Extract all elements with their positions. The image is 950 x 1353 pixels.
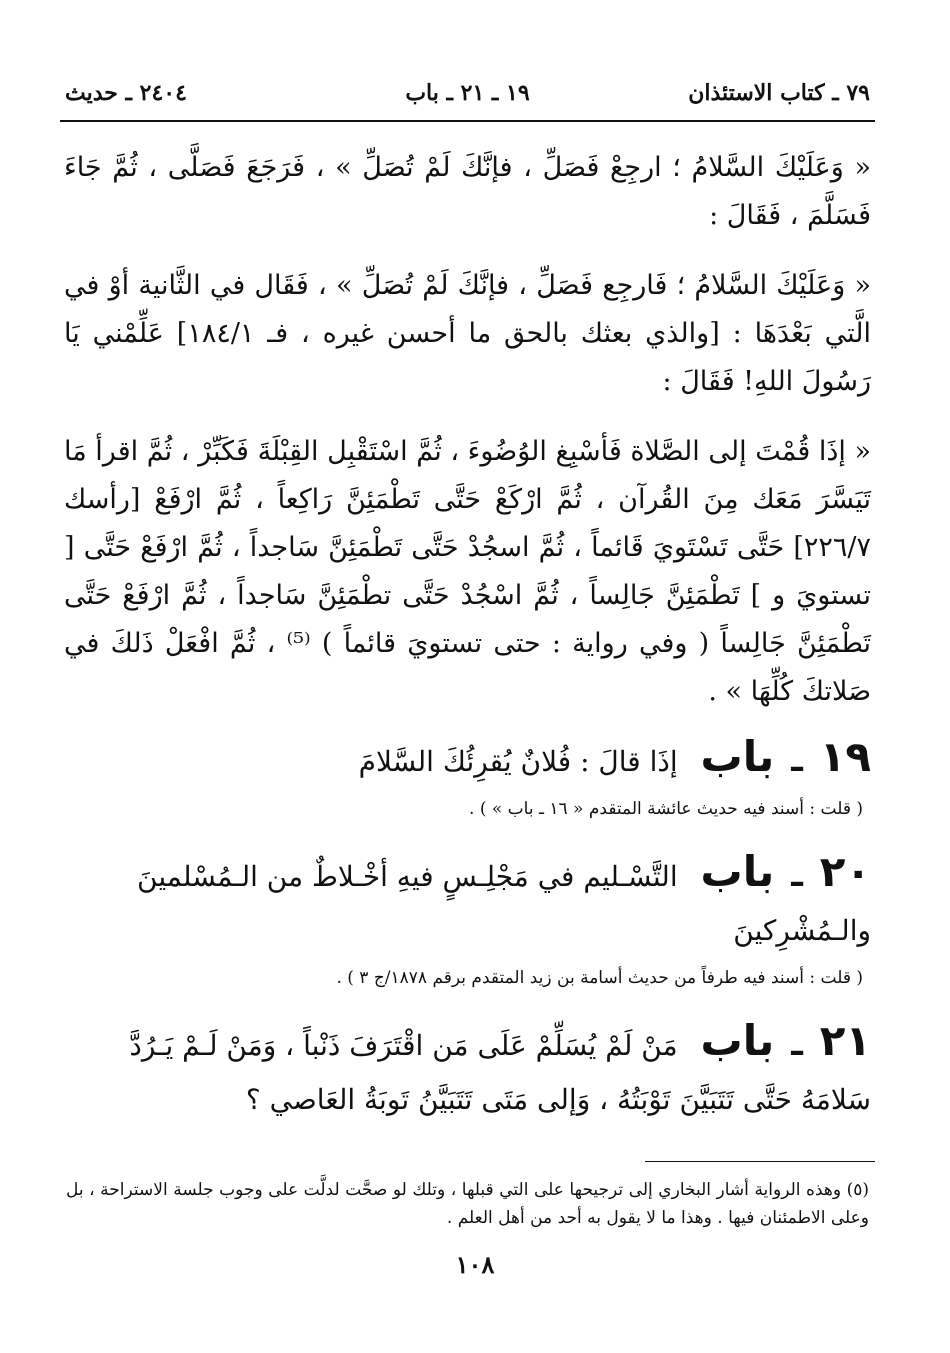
header-rule xyxy=(60,120,875,122)
chapter-title: إذَا قالَ : فُلانٌ يُقرِئُكَ السَّلامَ xyxy=(358,745,678,778)
book-page xyxy=(60,70,875,1249)
hadith-paragraph-3: « إذَا قُمْتَ إلى الصَّلاة فَأسْبِغ الوُضُوءَ ، ثُمَّ اسْتَقْبِل القِبْلَةَ فَكَبِّرْ ، ثُمَّ اقرأ مَا تَيَسَّرَ مَعَك مِنَ القُرآن ، ثُمَّ ارْكَعْ حَتَّى تَطْمَئِنَّ رَاكِعاً ، ثُمَّ ارْفَعْ [رأسك ٢٢٦/٧] حَتَّى تَسْتَويَ قَائماً ، ثُمَّ اسجُدْ حَتَّى تَطْمَئِنَّ سَاجداً ، ثُمَّ ارْفَعْ حَتَّى [ تستويَ و ] تَطْمَئِنَّ جَالِساً ، ثُمَّ اسْجُدْ حَتَّى تطْمَئِنَّ سَاجداً ، ثُمَّ ارْفَعْ حَتَّى تَطْمَئِنَّ جَالِساً ( وفي رواية : حتى تستويَ قائماً ) ⁽⁵⁾ ، ثُمَّ افْعَلْ ذَلكَ في صَلاتكَ كُلِّهَا » . xyxy=(64,436,871,707)
footnote: (٥) وهذه الرواية أشار البخاري إلى ترجيحها على التي قبلها ، وتلك لو صحَّت لدلَّت على وجوب جلسة الاستراحة ، بل وعلى الاطمئنان فيها . وهذا ما لا يقول به أحد من أهل العلم . xyxy=(66,1180,869,1228)
chapter-19-heading xyxy=(60,730,875,789)
chapter-21-heading xyxy=(60,1014,875,1127)
chapter-title: مَنْ لَمْ يُسَلِّمْ عَلَى مَن اقْتَرَفَ ذَنْباً ، وَمَنْ لَـمْ يَـرُدَّ سَلامَهُ حَتَّى تَتَبَيَّنَ تَوْبَتُهُ ، وَإلى مَتَى تَتَبَيَّنُ تَوبَةُ العَاصي ؟ xyxy=(129,1029,871,1116)
running-head-hadith: ٢٤٠٤ ـ حديث xyxy=(65,80,187,106)
chapter-20-heading xyxy=(60,845,875,958)
chapter-number: ٢١ xyxy=(819,1016,871,1065)
chapter-dash: ـ xyxy=(791,1024,803,1064)
hadith-paragraph-2: « وَعَلَيْكَ السَّلامُ ؛ فَارجِع فَصَلِّ ، فإنَّكَ لَمْ تُصَلِّ » ، فَقَال في الثَّانية أوْ في الَّتي بَعْدَهَا : [والذي بعثك بالحق ما أحسن غيره ، فـ ١٨٤/١] عَلِّمْني يَا رَسُولَ اللهِ! فَقَالَ : xyxy=(64,270,871,397)
chapter-number: ١٩ xyxy=(819,732,871,781)
running-head xyxy=(60,70,875,110)
footnote-rule xyxy=(645,1161,875,1162)
chapter-word: باب xyxy=(700,847,775,896)
chapter-dash: ـ xyxy=(791,740,803,780)
chapter-title: التَّسْـليم في مَجْلِـسٍ فيهِ أخْـلاطٌ من الـمُسْلمينَ والـمُشْرِكينَ xyxy=(137,860,871,947)
running-head-chapters: ١٩ ـ ٢١ ـ باب xyxy=(405,80,530,106)
chapter-word: باب xyxy=(700,1016,775,1065)
hadith-paragraph-1: « وَعَلَيْكَ السَّلامُ ؛ ارجِعْ فَصَلِّ ، فإنَّكَ لَمْ تُصَلِّ » ، فَرَجَعَ فَصَلَّى ، ثُمَّ جَاءَ فَسَلَّمَ ، فَقَالَ : xyxy=(64,152,871,231)
chapter-19-note: ( قلت : أسند فيه حديث عائشة المتقدم « ١٦ ـ باب » ) . xyxy=(469,799,863,819)
chapter-number: ٢٠ xyxy=(819,847,871,896)
chapter-20-note: ( قلت : أسند فيه طرفاً من حديث أسامة بن زيد المتقدم برقم ١٨٧٨/ج ٣ ) . xyxy=(336,968,863,988)
page-number: ١٠٨ xyxy=(455,1250,495,1279)
chapter-dash: ـ xyxy=(791,855,803,895)
chapter-word: باب xyxy=(700,732,775,781)
running-head-book: ٧٩ ـ كتاب الاستئذان xyxy=(688,80,870,106)
